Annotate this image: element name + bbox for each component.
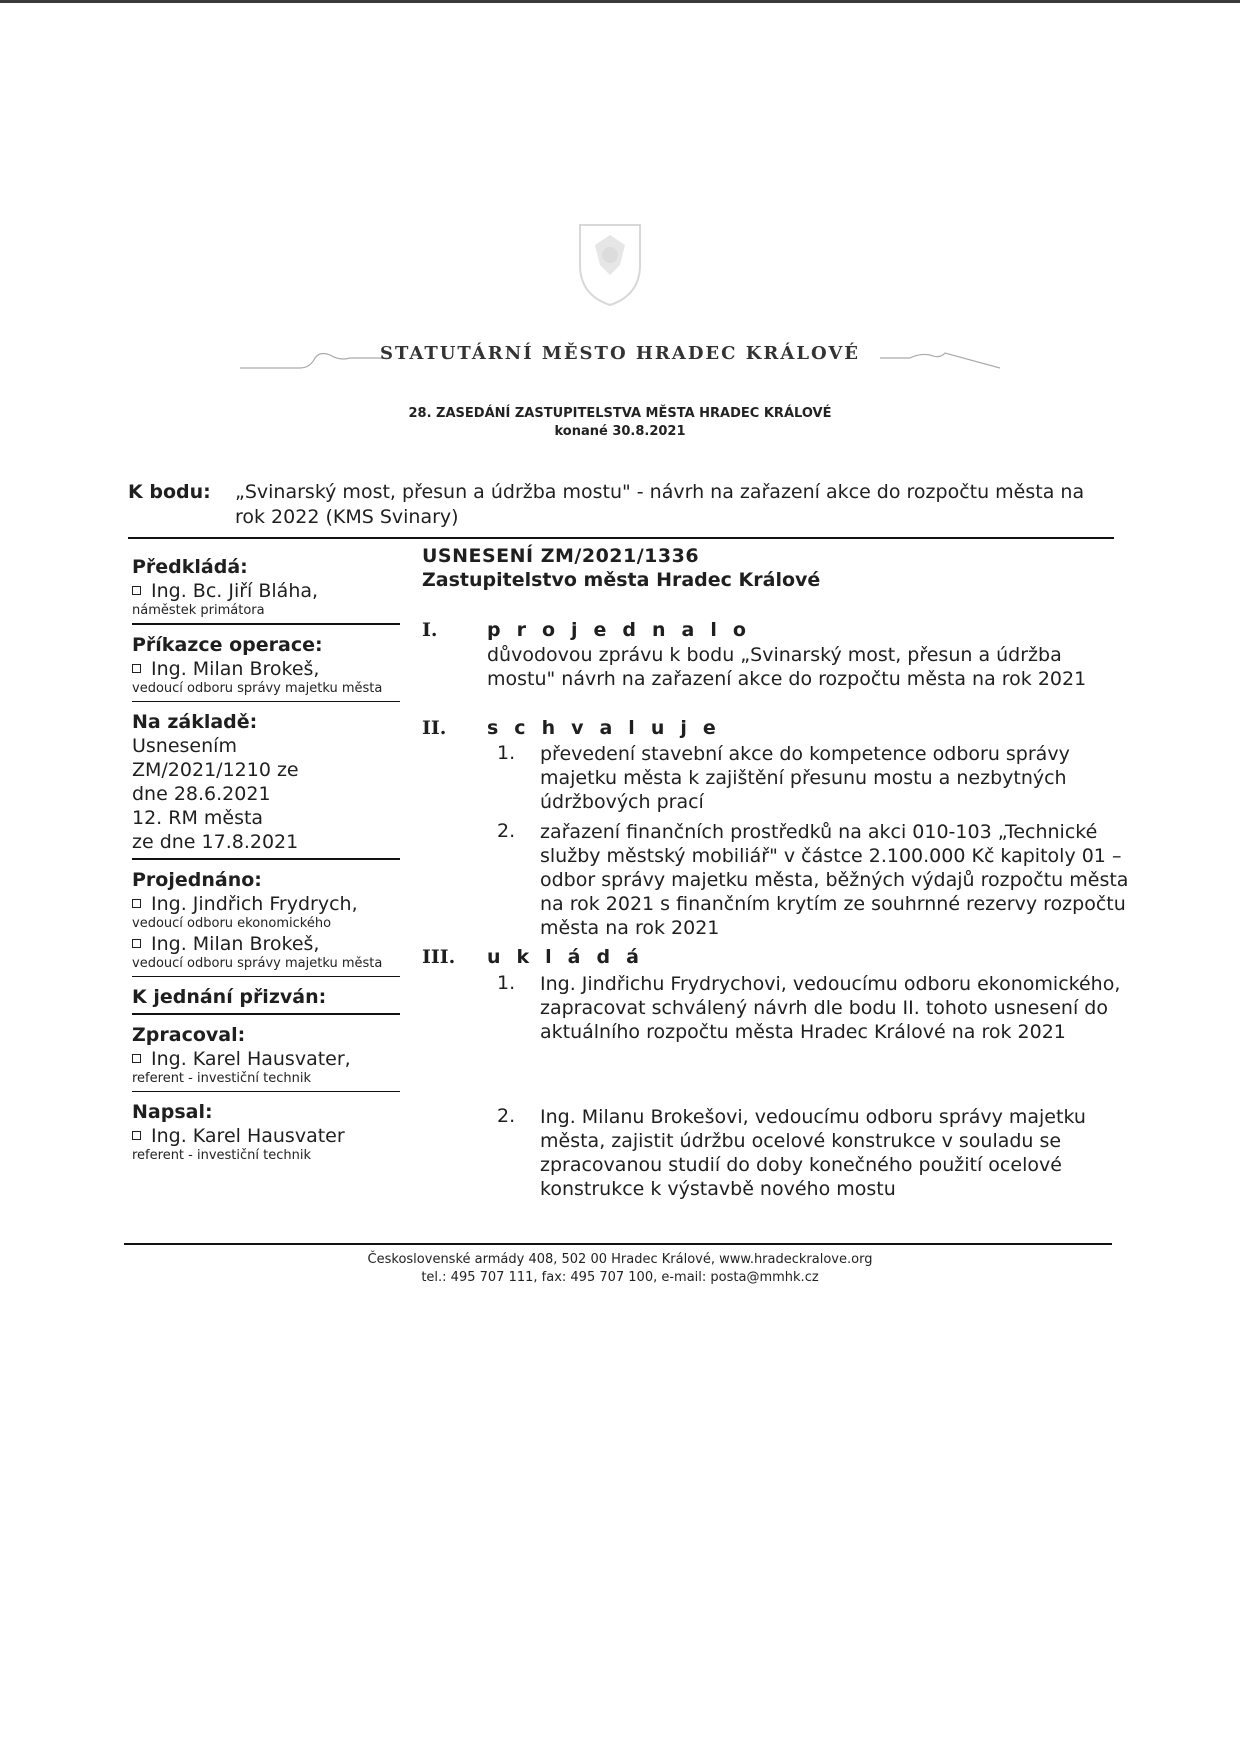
napsal-title: Napsal:	[132, 1101, 213, 1123]
k-jednani-title: K jednání přizván:	[132, 986, 327, 1008]
na-zaklade-title: Na základě:	[132, 711, 258, 733]
zpracoval-title: Zpracoval:	[132, 1023, 246, 1046]
resolution-column	[422, 544, 1129, 1200]
bullet-icon	[132, 899, 141, 908]
bullet-icon	[132, 586, 141, 595]
bullet-icon	[132, 1054, 141, 1063]
section-divider	[132, 701, 400, 703]
na-zaklade-line: ZM/2021/1210 ze	[132, 759, 299, 781]
meeting-date: konané 30.8.2021	[554, 424, 686, 439]
section-3-roman: III.	[422, 946, 456, 968]
section-3-item-2-text: Ing. Milanu Brokešovi, vedoucímu odboru správy majetku města, zajistit údržbu ocelové konstrukce v souladu se zpracovanou studií do doby konečného použití ocelové konstrukce k výstavbě nového mostu	[540, 1106, 1086, 1200]
section-2-roman: II.	[422, 717, 447, 739]
section-2-item-2-num: 2.	[497, 820, 516, 842]
section-3-item-1-num: 1.	[497, 972, 516, 994]
resolution-number: USNESENÍ ZM/2021/1336	[422, 545, 700, 567]
bullet-icon	[132, 664, 141, 673]
left-column	[132, 555, 400, 1164]
prikazce-person: Ing. Milan Brokeš,	[132, 657, 400, 681]
projednano-person-2: Ing. Milan Brokeš,	[132, 932, 400, 956]
section-divider	[132, 858, 400, 860]
zpracoval-role: referent - investiční technik	[132, 1070, 311, 1086]
projednano-role-1: vedoucí odboru ekonomického	[132, 915, 332, 931]
predklada-title: Předkládá:	[132, 556, 248, 578]
k-bodu-text: „Svinarský most, přesun a údržba mostu" - návrh na zařazení akce do rozpočtu města na rok 2022 (KMS Svinary)	[235, 481, 1085, 528]
na-zaklade-line: ze dne 17.8.2021	[132, 831, 299, 853]
prikazce-title: Příkazce operace:	[132, 633, 323, 656]
projednano-role-2: vedoucí odboru správy majetku města	[132, 955, 383, 971]
section-2-verb: schvaluje	[487, 717, 732, 739]
header-divider	[128, 537, 1114, 539]
napsal-person: Ing. Karel Hausvater	[132, 1124, 400, 1148]
projednano-person-1: Ing. Jindřich Frydrych,	[132, 892, 400, 916]
predklada-role: náměstek primátora	[132, 603, 265, 618]
city-emblem-icon	[560, 210, 660, 310]
na-zaklade-line: dne 28.6.2021	[132, 783, 271, 805]
scan-edge-line	[0, 0, 1240, 3]
predklada-person: Ing. Bc. Jiří Bláha,	[132, 579, 400, 603]
bullet-icon	[132, 939, 141, 948]
projednano-title: Projednáno:	[132, 868, 262, 891]
napsal-role: referent - investiční technik	[132, 1148, 311, 1163]
na-zaklade-line: 12. RM města	[132, 807, 264, 829]
na-zaklade-line: Usnesením	[132, 735, 237, 757]
resolution-body: Zastupitelstvo města Hradec Králové	[422, 569, 821, 591]
k-bodu-label: K bodu:	[128, 481, 211, 503]
section-2-item-2-text: zařazení finančních prostředků na akci 010-103 „Technické služby městský mobiliář" v částce 2.100.000 Kč kapitoly 01 – odbor správy majetku města, běžných výdajů rozpočtu města na rok 2021 s finančním krytím ze souhrnné rezervy rozpočtu města na rok 2021	[540, 821, 1129, 939]
meeting-title: 28. ZASEDÁNÍ ZASTUPITELSTVA MĚSTA HRADEC KRÁLOVÉ	[408, 406, 832, 421]
footer-contact: tel.: 495 707 111, fax: 495 707 100, e-mail: posta@mmhk.cz	[421, 1270, 819, 1285]
zpracoval-person: Ing. Karel Hausvater,	[132, 1047, 400, 1071]
footer-address: Československé armády 408, 502 00 Hradec Králové, www.hradeckralove.org	[367, 1252, 873, 1267]
section-3-item-2-num: 2.	[497, 1105, 516, 1127]
section-3-verb: ukládá	[487, 946, 655, 968]
section-1-verb: projednalo	[487, 619, 762, 641]
bullet-icon	[132, 1131, 141, 1140]
decorative-line-right	[880, 343, 1000, 373]
section-divider	[132, 1091, 400, 1093]
section-3-item-1-text: Ing. Jindřichu Frydrychovi, vedoucímu odboru ekonomického, zapracovat schválený návrh dle bodu II. tohoto usnesení do aktuálního rozpočtu města Hradec Králové na rok 2021	[540, 973, 1121, 1043]
section-divider	[132, 623, 400, 625]
section-2-item-1-text: převedení stavební akce do kompetence odboru správy majetku města k zajištění přesunu mostu a nezbytných údržbových prací	[540, 743, 1070, 813]
section-1-roman: I.	[422, 619, 438, 641]
city-name: STATUTÁRNÍ MĚSTO HRADEC KRÁLOVÉ	[379, 343, 861, 364]
footer-divider	[124, 1243, 1112, 1245]
prikazce-role: vedoucí odboru správy majetku města	[132, 680, 383, 696]
section-2-item-1-num: 1.	[497, 742, 516, 764]
city-name-row	[0, 335, 1240, 375]
section-divider	[132, 976, 400, 978]
section-1-text: důvodovou zprávu k bodu „Svinarský most, přesun a údržba mostu" návrh na zařazení akce do rozpočtu města na rok 2021	[487, 644, 1087, 690]
section-divider	[132, 1013, 400, 1015]
